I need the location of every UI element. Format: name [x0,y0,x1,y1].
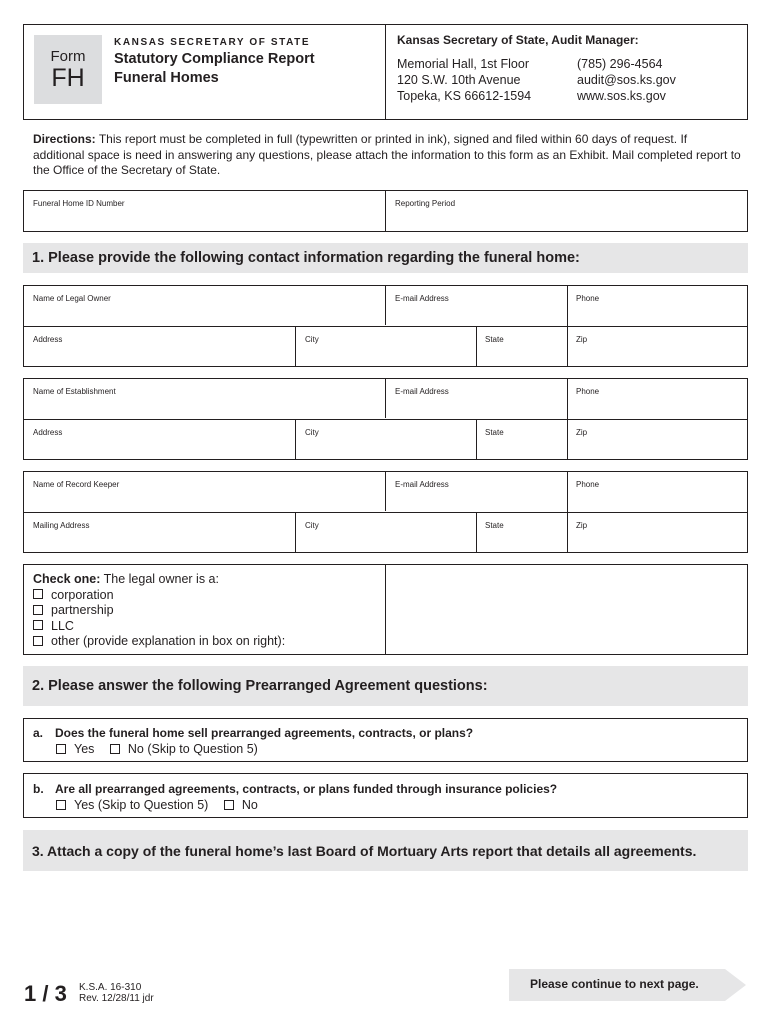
legal-owner-type-list [33,572,285,650]
record-keeper-email-field[interactable]: E-mail Address [395,480,449,489]
checkbox-b-no[interactable] [224,800,234,810]
question-a-letter: a. [33,726,44,740]
id-row [23,190,748,232]
contact-email[interactable]: audit@sos.ks.gov [577,73,676,87]
record-keeper-phone-field[interactable]: Phone [576,480,600,489]
address-line-3: Topeka, KS 66612-1594 [397,89,532,103]
page-number: 1 / 3 [24,981,67,1006]
option-other-label: other (provide explanation in box on right): [51,634,286,648]
question-a-yes-label: Yes [74,742,95,756]
owner-address-field[interactable]: Address [33,335,63,344]
record-keeper-block [23,471,748,553]
checkbox-llc[interactable] [33,620,43,630]
checkbox-a-yes[interactable] [56,744,66,754]
question-a [33,726,473,740]
question-b-options [56,798,258,812]
owner-phone-field[interactable]: Phone [576,294,600,303]
question-b-no-label: No [241,798,258,812]
form-word: Form [50,48,86,65]
check-one-label: Check one: [33,572,101,586]
record-keeper-city-field[interactable]: City [305,521,319,530]
establishment-zip-field[interactable]: Zip [576,428,588,437]
reporting-period-field[interactable]: Reporting Period [395,199,456,208]
record-keeper-zip-field[interactable]: Zip [576,521,588,530]
owner-name-field[interactable]: Name of Legal Owner [33,294,111,303]
check-one-prompt [33,572,285,588]
mailing-address [397,56,531,104]
funeral-home-id-field[interactable]: Funeral Home ID Number [33,199,125,208]
owner-city-field[interactable]: City [305,335,319,344]
question-b-block [23,773,748,818]
address-line-2: 120 S.W. 10th Avenue [397,73,521,87]
option-corporation[interactable] [33,588,285,604]
question-a-text: Does the funeral home sell prearranged agreements, contracts, or plans? [55,726,474,740]
check-one-text: The legal owner is a: [103,572,219,586]
record-keeper-state-field[interactable]: State [485,521,504,530]
section-3-heading: 3. Attach a copy of the funeral home’s last Board of Mortuary Arts report that details all agreements. [23,830,748,871]
establishment-email-field[interactable]: E-mail Address [395,387,449,396]
statute: K.S.A. 16-310 [79,982,142,993]
question-b-yes-label: Yes (Skip to Question 5) [74,798,209,812]
form-title: Statutory Compliance Report [114,51,315,67]
owner-zip-field[interactable]: Zip [576,335,588,344]
checkbox-a-no[interactable] [110,744,120,754]
checkbox-partnership[interactable] [33,605,43,615]
checkbox-other[interactable] [33,636,43,646]
establishment-name-field[interactable]: Name of Establishment [33,387,116,396]
directions-text: This report must be completed in full (typewritten or printed in ink), signed and filed within 60 days of request. If additional space is need in answering any questions, please attach the information to this form as an Exhibit. Mail completed report to the Office of the Secretary of State. [33,132,741,177]
contact-phone: (785) 296-4564 [577,57,663,71]
directions [33,132,741,179]
owner-email-field[interactable]: E-mail Address [395,294,449,303]
option-llc[interactable] [33,619,285,635]
legal-owner-type-block [23,564,748,655]
option-llc-label: LLC [51,618,74,633]
owner-state-field[interactable]: State [485,335,504,344]
contact-heading: Kansas Secretary of State, Audit Manager: [397,33,639,47]
establishment-block [23,378,748,460]
establishment-address-field[interactable]: Address [33,428,63,437]
establishment-state-field[interactable]: State [485,428,504,437]
section-2-heading: 2. Please answer the following Prearranged Agreement questions: [23,666,748,706]
question-b-text: Are all prearranged agreements, contracts, or plans funded through insurance policies? [55,782,558,796]
record-keeper-address-field[interactable]: Mailing Address [33,521,90,530]
option-corporation-label: corporation [51,587,114,602]
checkbox-corporation[interactable] [33,589,43,599]
agency-name: KANSAS SECRETARY OF STATE [114,37,311,48]
establishment-city-field[interactable]: City [305,428,319,437]
record-keeper-name-field[interactable]: Name of Record Keeper [33,480,120,489]
checkbox-b-yes[interactable] [56,800,66,810]
form-code: FH [51,64,85,92]
question-a-no-label: No (Skip to Question 5) [127,742,258,756]
option-partnership[interactable] [33,603,285,619]
form-subtitle: Funeral Homes [114,70,219,86]
question-a-options [56,742,258,756]
option-partnership-label: partnership [51,603,114,617]
option-other[interactable] [33,634,285,650]
explanation-box[interactable] [386,565,748,654]
question-b [33,782,557,796]
directions-label: Directions: [33,132,96,146]
continue-note: Please continue to next page. [530,977,699,991]
owner-block [23,285,748,367]
form-badge [34,35,102,104]
section-1-heading: 1. Please provide the following contact information regarding the funeral home: [23,243,748,273]
establishment-phone-field[interactable]: Phone [576,387,600,396]
question-b-letter: b. [33,782,44,796]
revision: Rev. 12/28/11 jdr [79,993,154,1004]
contact-website[interactable]: www.sos.ks.gov [577,89,666,103]
contact-details [577,56,676,104]
question-a-block [23,718,748,762]
address-line-1: Memorial Hall, 1st Floor [397,57,529,71]
statute-reference [79,982,154,1004]
